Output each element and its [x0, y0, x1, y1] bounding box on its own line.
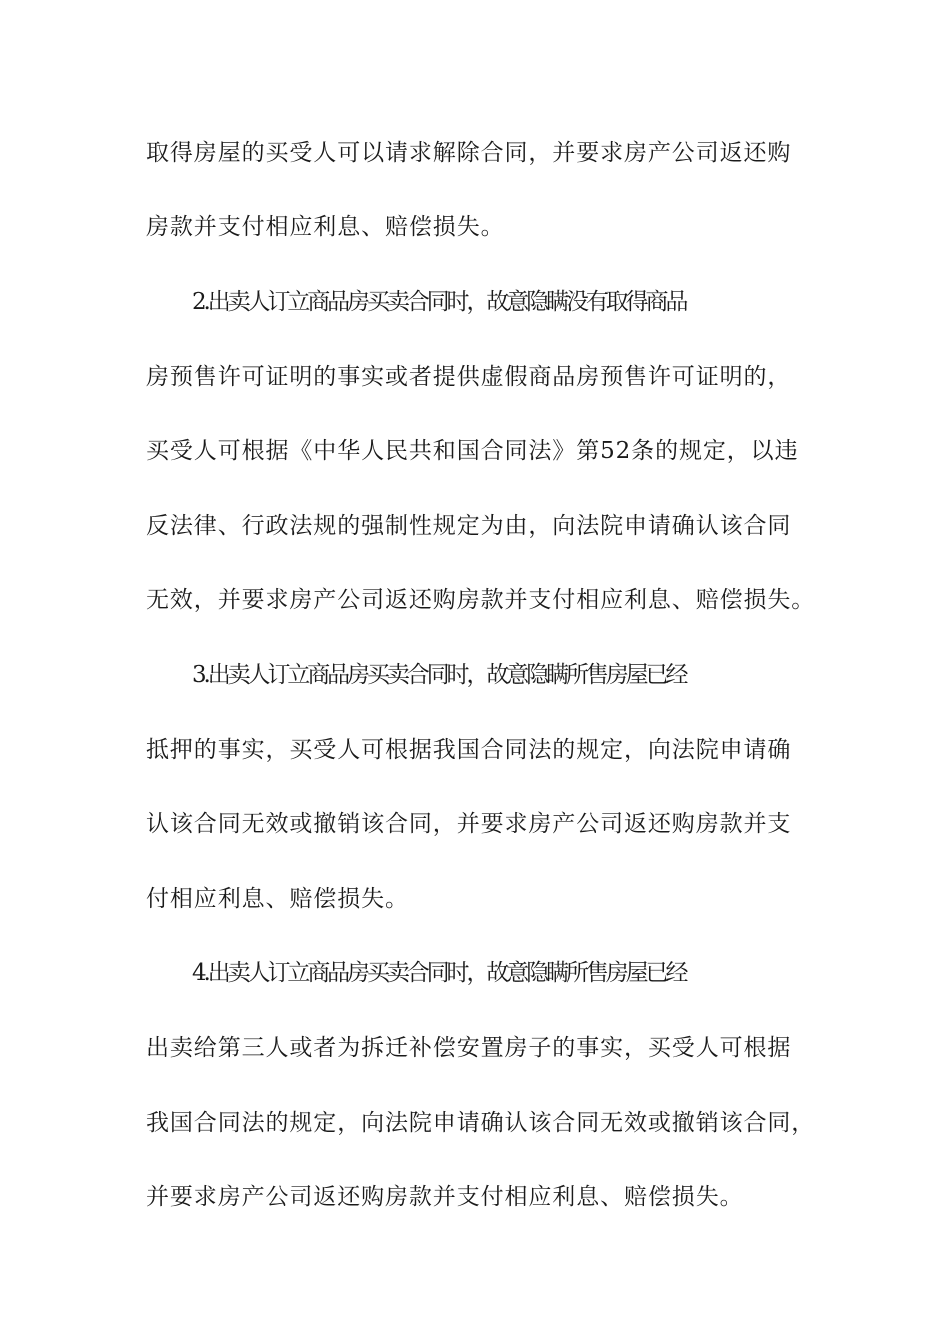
text-line-1: 取得房屋的买受人可以请求解除合同，并要求房产公司返还购	[146, 140, 792, 166]
text-line-9: 抵押的事实，买受人可根据我国合同法的规定，向法院申请确	[146, 737, 792, 763]
text-line-7: 无效，并要求房产公司返还购房款并支付相应利息、赔偿损失。	[146, 587, 816, 613]
text-line-10: 认该合同无效或撤销该合同，并要求房产公司返还购房款并支	[146, 811, 792, 837]
text-line-13: 出卖给第三人或者为拆迁补偿安置房子的事实，买受人可根据	[146, 1035, 792, 1061]
text-line-8: 3.出卖人订立商品房买卖合同时，故意隐瞒所售房屋已经	[192, 662, 686, 688]
text-line-5: 买受人可根据《中华人民共和国合同法》第52条的规定，以违	[146, 438, 799, 464]
text-line-11: 付相应利息、赔偿损失。	[146, 886, 409, 912]
text-line-15: 并要求房产公司返还购房款并支付相应利息、赔偿损失。	[146, 1184, 744, 1210]
text-line-12: 4.出卖人订立商品房买卖合同时，故意隐瞒所售房屋已经	[192, 960, 686, 986]
text-line-14: 我国合同法的规定，向法院申请确认该合同无效或撤销该合同，	[146, 1110, 816, 1136]
text-line-3: 2.出卖人订立商品房买卖合同时，故意隐瞒没有取得商品	[192, 289, 686, 315]
text-line-2: 房款并支付相应利息、赔偿损失。	[146, 214, 505, 240]
text-line-6: 反法律、行政法规的强制性规定为由，向法院申请确认该合同	[146, 513, 792, 539]
text-line-4: 房预售许可证明的事实或者提供虚假商品房预售许可证明的，	[146, 364, 792, 390]
